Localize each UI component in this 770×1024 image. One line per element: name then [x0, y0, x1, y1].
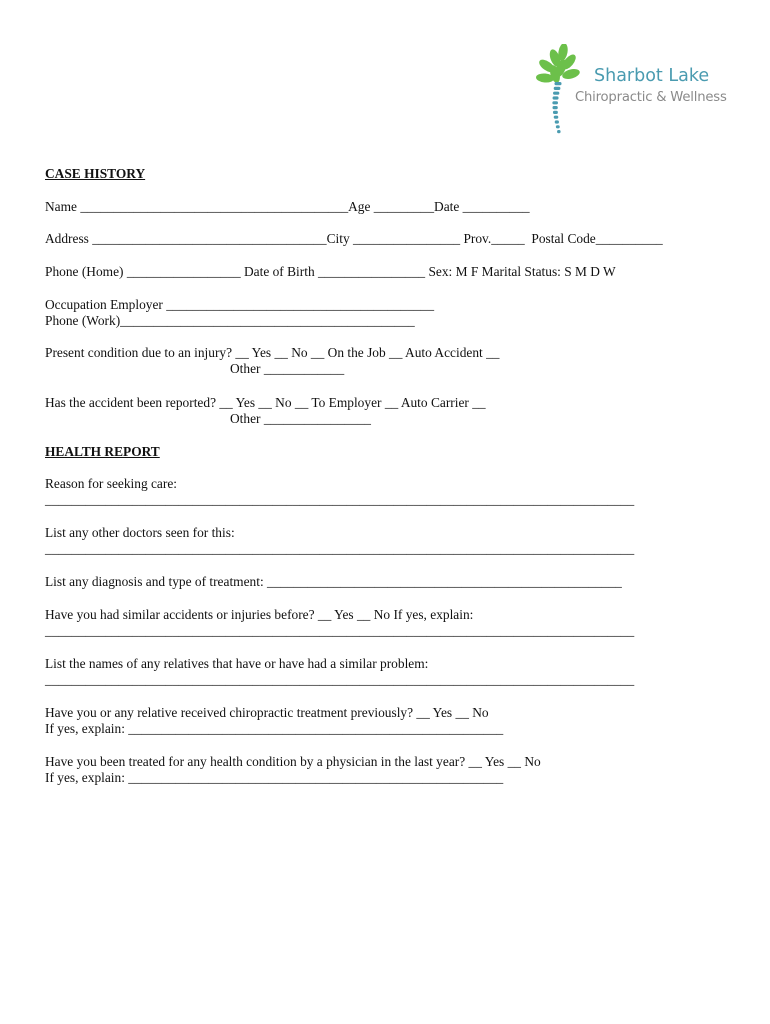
sharbot-lake-logo-icon: [533, 44, 733, 134]
physician-question[interactable]: Have you been treated for any health condition by a physician in the last year? __ Yes __ No: [45, 754, 541, 769]
accident-other-field[interactable]: Other ________________: [230, 411, 371, 426]
similar-injuries-field[interactable]: ________________________________________________________________________________________: [45, 623, 635, 638]
name-age-date-field[interactable]: Name ________________________________________Age _________Date __________: [45, 199, 530, 214]
doctors-label: List any other doctors seen for this:: [45, 525, 235, 540]
phone-work-field[interactable]: Phone (Work)____________________________________________: [45, 313, 415, 328]
phone-dob-sex-field[interactable]: Phone (Home) _________________ Date of Birth ________________ Sex: M F Marital Status: S M D W: [45, 264, 616, 279]
relatives-field[interactable]: ________________________________________________________________________________________: [45, 672, 635, 687]
logo-title: Sharbot Lake: [594, 66, 710, 86]
injury-question[interactable]: Present condition due to an injury? __ Yes __ No __ On the Job __ Auto Accident __: [45, 345, 500, 360]
doctors-field[interactable]: ________________________________________________________________________________________: [45, 541, 635, 556]
relatives-label: List the names of any relatives that have or have had a similar problem:: [45, 656, 429, 671]
injury-other-field[interactable]: Other ____________: [230, 361, 345, 376]
reason-field[interactable]: ________________________________________________________________________________________: [45, 492, 635, 507]
chiropractic-explain-field[interactable]: If yes, explain: ________________________________________________________: [45, 721, 504, 736]
logo-subtitle: Chiropractic & Wellness: [575, 90, 727, 105]
similar-injuries-label[interactable]: Have you had similar accidents or injuries before? __ Yes __ No If yes, explain:: [45, 607, 474, 622]
diagnosis-field[interactable]: List any diagnosis and type of treatment: _____________________________________________________: [45, 574, 622, 589]
physician-explain-field[interactable]: If yes, explain: ________________________________________________________: [45, 770, 504, 785]
health-report-heading: HEALTH REPORT: [45, 444, 160, 459]
chiropractic-question[interactable]: Have you or any relative received chiropractic treatment previously? __ Yes __ No: [45, 705, 489, 720]
accident-reported-question[interactable]: Has the accident been reported? __ Yes __ No __ To Employer __ Auto Carrier __: [45, 395, 486, 410]
address-field[interactable]: Address ___________________________________City ________________ Prov._____ Postal Code__________: [45, 231, 663, 246]
case-history-heading: CASE HISTORY: [45, 166, 146, 181]
reason-label: Reason for seeking care:: [45, 476, 177, 491]
occupation-employer-field[interactable]: Occupation Employer ________________________________________: [45, 297, 435, 312]
